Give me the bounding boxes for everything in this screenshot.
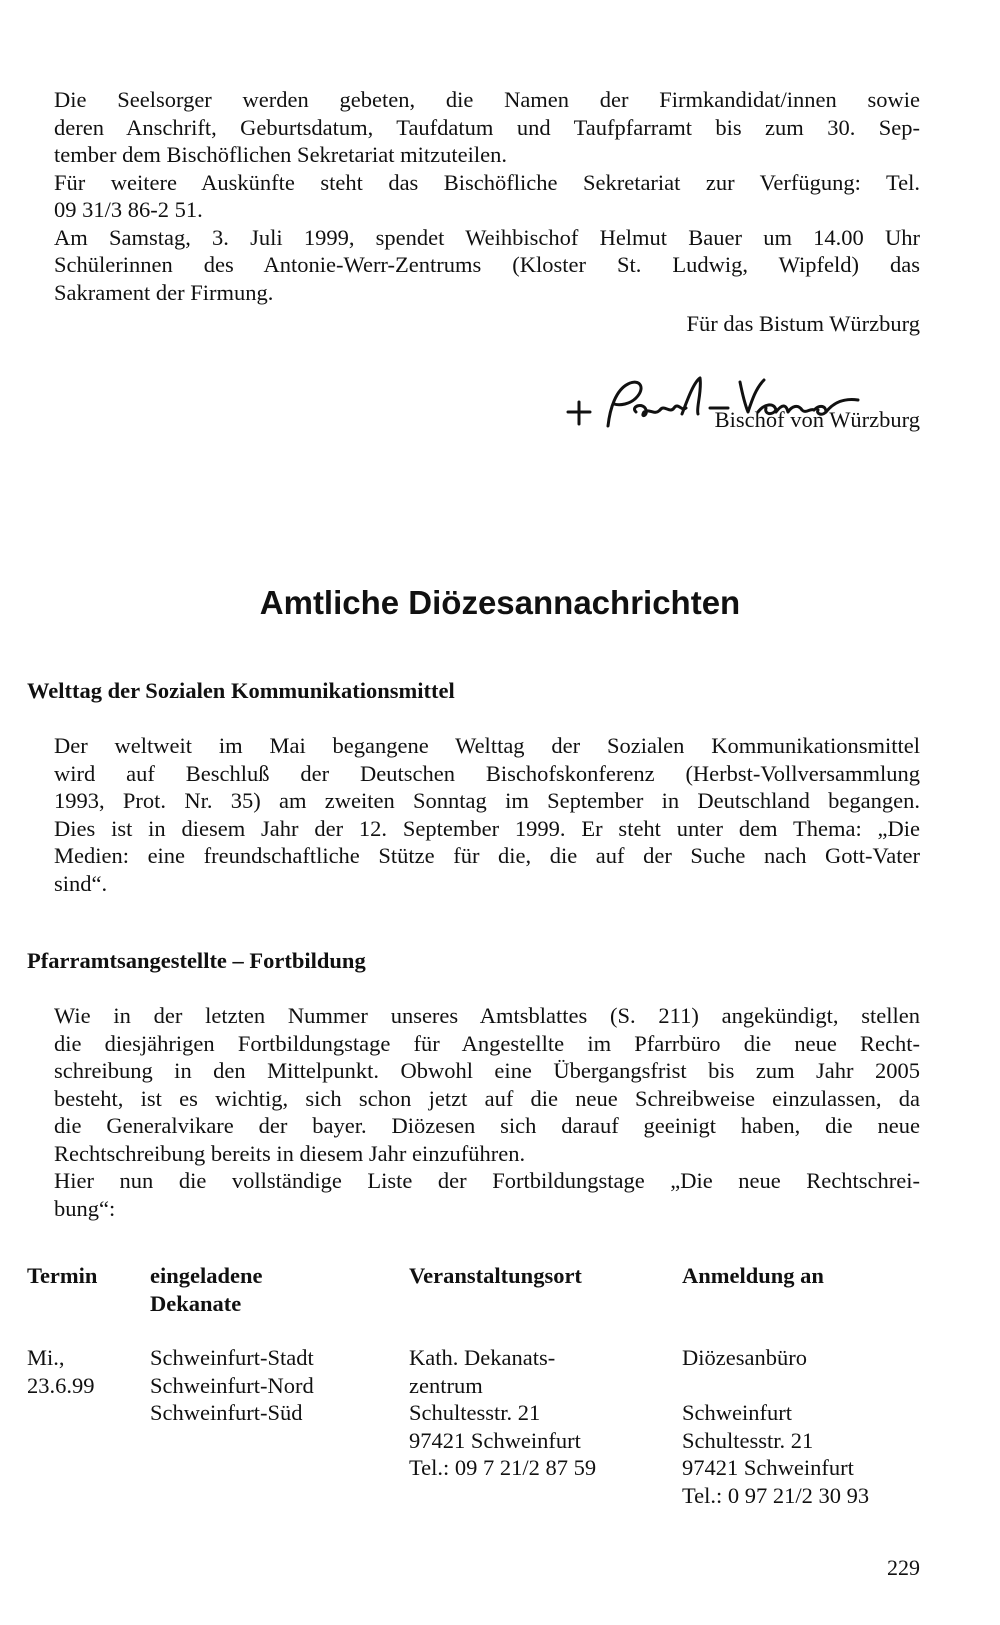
intro-line: Die Seelsorger werden gebeten, die Namen der Firmkandidat/innen sowie bbox=[54, 87, 920, 112]
col-header-dekanate-line: Dekanate bbox=[150, 1291, 242, 1316]
intro-line: 09 31/3 86-2 51. bbox=[54, 197, 203, 222]
cell-line: Schultesstr. 21 bbox=[682, 1427, 814, 1453]
cell-line: Kath. Dekanats- bbox=[409, 1345, 556, 1370]
cell-line: Schweinfurt-Stadt bbox=[150, 1345, 314, 1370]
article2-line: schreibung in den Mittelpunkt. Obwohl eine Übergangsfrist bis zum Jahr 2005 bbox=[54, 1058, 920, 1083]
cell-line: Tel.: 09 7 21/2 87 59 bbox=[409, 1455, 597, 1480]
cell-line: Schultesstr. 21 bbox=[409, 1400, 541, 1425]
cell-line: Tel.: 0 97 21/2 30 93 bbox=[682, 1482, 870, 1508]
article2-line: die Generalvikare der bayer. Diözesen sich darauf geeinigt haben, die neue bbox=[54, 1113, 920, 1138]
article2-line: Rechtschreibung bereits in diesem Jahr einzuführen. bbox=[54, 1140, 526, 1166]
article2-heading: Pfarramtsangestellte – Fortbildung bbox=[27, 948, 366, 973]
col-header-dekanate-line: eingeladene bbox=[150, 1263, 263, 1288]
intro-line: Für weitere Auskünfte steht das Bischöfliche Sekretariat zur Verfügung: Tel. bbox=[54, 169, 920, 195]
cell-anmeldung bbox=[682, 1344, 869, 1509]
article2-line: Hier nun die vollständige Liste der Fortbildungstage „Die neue Rechtschrei- bbox=[54, 1168, 920, 1193]
cell-line bbox=[682, 1372, 869, 1400]
article1-line: Dies ist in diesem Jahr der 12. September 1999. Er steht unter dem Thema: „Die bbox=[54, 815, 920, 841]
col-header-anmeldung: Anmeldung an bbox=[682, 1263, 824, 1288]
section-title: Amtliche Diözesannachrichten bbox=[259, 584, 741, 621]
intro-paragraph bbox=[54, 86, 920, 306]
closing-role: Bischof von Würzburg bbox=[714, 407, 920, 432]
cell-line: 23.6.99 bbox=[27, 1372, 95, 1398]
article1-body bbox=[54, 732, 920, 897]
article1-line: wird auf Beschluß der Deutschen Bischofskonferenz (Herbst-Vollversammlung bbox=[54, 760, 920, 786]
article2-body bbox=[54, 1002, 920, 1222]
article1-line: Der weltweit im Mai begangene Welttag der Sozialen Kommunikationsmittel bbox=[54, 733, 920, 758]
cell-line: zentrum bbox=[409, 1372, 483, 1398]
cell-line: Schweinfurt-Süd bbox=[150, 1400, 303, 1425]
intro-line: Sakrament der Firmung. bbox=[54, 279, 274, 305]
article2-line: bung“: bbox=[54, 1195, 116, 1221]
article1-line: 1993, Prot. Nr. 35) am zweiten Sonntag im September in Deutschland begangen. bbox=[54, 788, 920, 813]
cell-line: Diözesanbüro bbox=[682, 1345, 807, 1370]
intro-line: Am Samstag, 3. Juli 1999, spendet Weihbischof Helmut Bauer um 14.00 Uhr bbox=[54, 224, 920, 250]
article2-line: die diesjährigen Fortbildungstage für Angestellte im Pfarrbüro die neue Recht- bbox=[54, 1030, 920, 1056]
page-number: 229 bbox=[887, 1555, 920, 1580]
intro-line: deren Anschrift, Geburtsdatum, Taufdatum und Taufpfarramt bis zum 30. Sep- bbox=[54, 114, 920, 140]
cell-line: 97421 Schweinfurt bbox=[409, 1427, 581, 1453]
closing-for-diocese: Für das Bistum Würzburg bbox=[686, 311, 920, 336]
article1-heading: Welttag der Sozialen Kommunikationsmittel bbox=[27, 678, 455, 703]
col-header-termin: Termin bbox=[27, 1263, 98, 1288]
cell-line: 97421 Schweinfurt bbox=[682, 1455, 854, 1480]
article1-line: Medien: eine freundschaftliche Stütze für die, die auf der Suche nach Gott-Vater bbox=[54, 843, 920, 868]
col-header-ort: Veranstaltungsort bbox=[409, 1263, 582, 1288]
intro-line: tember dem Bischöflichen Sekretariat mitzuteilen. bbox=[54, 142, 507, 167]
cell-line: Mi., bbox=[27, 1345, 65, 1370]
cell-termin bbox=[27, 1344, 95, 1399]
article2-line: Wie in der letzten Nummer unseres Amtsblattes (S. 211) angekündigt, stellen bbox=[54, 1003, 920, 1028]
cell-line: Schweinfurt bbox=[682, 1400, 792, 1425]
intro-line: Schülerinnen des Antonie-Werr-Zentrums (Kloster St. Ludwig, Wipfeld) das bbox=[54, 252, 920, 277]
article2-line: besteht, ist es wichtig, sich schon jetzt auf die neue Schreibweise einzulassen, da bbox=[54, 1085, 920, 1111]
article1-line: sind“. bbox=[54, 870, 108, 896]
cell-dekanate bbox=[150, 1344, 314, 1427]
cell-ort bbox=[409, 1344, 596, 1482]
cell-line: Schweinfurt-Nord bbox=[150, 1372, 314, 1398]
col-header-dekanate bbox=[150, 1262, 263, 1318]
